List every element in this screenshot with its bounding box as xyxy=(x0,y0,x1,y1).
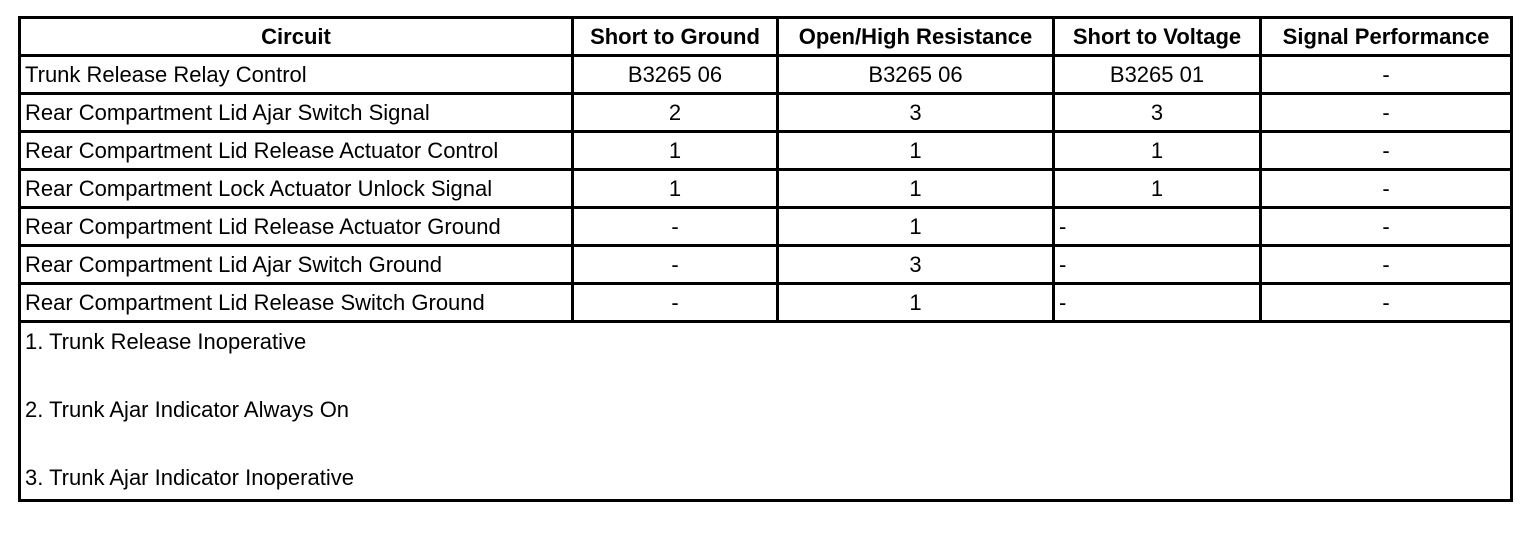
header-short-to-voltage: Short to Voltage xyxy=(1054,18,1261,56)
short-to-ground-value: - xyxy=(573,208,778,246)
table-row xyxy=(20,56,1512,94)
header-circuit: Circuit xyxy=(20,18,573,56)
short-to-ground-value: 1 xyxy=(573,170,778,208)
circuit-name: Rear Compartment Lid Ajar Switch Signal xyxy=(20,94,573,132)
open-high-resistance-value: B3265 06 xyxy=(778,56,1054,94)
header-signal-performance: Signal Performance xyxy=(1261,18,1512,56)
circuit-name: Rear Compartment Lid Ajar Switch Ground xyxy=(20,246,573,284)
header-row xyxy=(20,18,1512,56)
signal-performance-value: - xyxy=(1261,170,1512,208)
circuit-name: Rear Compartment Lid Release Switch Ground xyxy=(20,284,573,322)
short-to-voltage-value: - xyxy=(1054,246,1261,284)
short-to-ground-value: - xyxy=(573,284,778,322)
short-to-ground-value: - xyxy=(573,246,778,284)
short-to-voltage-value: 1 xyxy=(1054,170,1261,208)
short-to-ground-value: 2 xyxy=(573,94,778,132)
signal-performance-value: - xyxy=(1261,56,1512,94)
signal-performance-value: - xyxy=(1261,284,1512,322)
signal-performance-value: - xyxy=(1261,132,1512,170)
open-high-resistance-value: 1 xyxy=(778,132,1054,170)
signal-performance-value: - xyxy=(1261,94,1512,132)
short-to-voltage-value: - xyxy=(1054,208,1261,246)
circuit-name: Rear Compartment Lock Actuator Unlock Signal xyxy=(20,170,573,208)
open-high-resistance-value: 1 xyxy=(778,170,1054,208)
circuit-name: Rear Compartment Lid Release Actuator Control xyxy=(20,132,573,170)
circuit-fault-table xyxy=(18,16,1513,502)
short-to-voltage-value: - xyxy=(1054,284,1261,322)
signal-performance-value: - xyxy=(1261,208,1512,246)
short-to-voltage-value: B3265 01 xyxy=(1054,56,1261,94)
notes-cell xyxy=(20,322,1512,501)
table-row xyxy=(20,132,1512,170)
circuit-name: Rear Compartment Lid Release Actuator Ground xyxy=(20,208,573,246)
note-2: 2. Trunk Ajar Indicator Always On xyxy=(25,397,350,422)
note-1: 1. Trunk Release Inoperative xyxy=(25,329,307,354)
signal-performance-value: - xyxy=(1261,246,1512,284)
table-row xyxy=(20,284,1512,322)
table-row xyxy=(20,246,1512,284)
open-high-resistance-value: 3 xyxy=(778,94,1054,132)
short-to-voltage-value: 3 xyxy=(1054,94,1261,132)
header-open-high-resistance: Open/High Resistance xyxy=(778,18,1054,56)
table-row xyxy=(20,170,1512,208)
note-3: 3. Trunk Ajar Indicator Inoperative xyxy=(25,465,354,490)
short-to-voltage-value: 1 xyxy=(1054,132,1261,170)
short-to-ground-value: 1 xyxy=(573,132,778,170)
header-short-to-ground: Short to Ground xyxy=(573,18,778,56)
notes-row xyxy=(20,322,1512,501)
table-row xyxy=(20,94,1512,132)
circuit-name: Trunk Release Relay Control xyxy=(20,56,573,94)
open-high-resistance-value: 3 xyxy=(778,246,1054,284)
short-to-ground-value: B3265 06 xyxy=(573,56,778,94)
open-high-resistance-value: 1 xyxy=(778,208,1054,246)
table-row xyxy=(20,208,1512,246)
open-high-resistance-value: 1 xyxy=(778,284,1054,322)
